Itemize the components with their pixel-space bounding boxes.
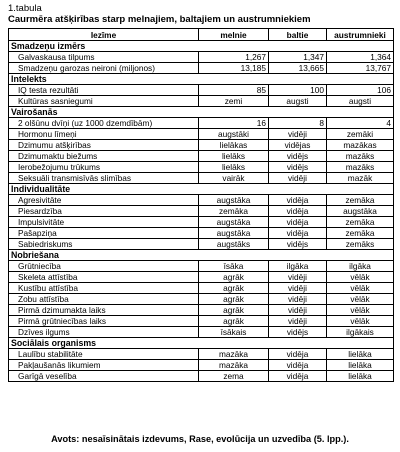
- table-row: [9, 217, 394, 228]
- value-east-asian: augstāka: [327, 206, 394, 217]
- section-row: [9, 74, 394, 85]
- section-heading: Individualitāte: [9, 184, 394, 195]
- value-east-asian: vēlāk: [327, 305, 394, 316]
- section-row: [9, 250, 394, 261]
- value-white: vidēji: [269, 272, 327, 283]
- table-row: [9, 206, 394, 217]
- value-east-asian: lielāka: [327, 360, 394, 371]
- value-white: vidēja: [269, 349, 327, 360]
- value-black: agrāk: [199, 316, 269, 327]
- value-east-asian: 106: [327, 85, 394, 96]
- value-black: zemi: [199, 96, 269, 107]
- section-row: [9, 107, 394, 118]
- value-black: augstāka: [199, 217, 269, 228]
- value-white: vidējs: [269, 162, 327, 173]
- value-black: agrāk: [199, 283, 269, 294]
- trait-label: Hormonu līmeņi: [9, 129, 199, 140]
- value-east-asian: mazākas: [327, 140, 394, 151]
- section-heading: Sociālais organisms: [9, 338, 394, 349]
- value-east-asian: vēlāk: [327, 294, 394, 305]
- section-heading: Vairošanās: [9, 107, 394, 118]
- table-row: [9, 63, 394, 74]
- section-heading: Smadzeņu izmērs: [9, 41, 394, 52]
- value-black: augstāka: [199, 228, 269, 239]
- value-black: lielāks: [199, 151, 269, 162]
- table-row: [9, 371, 394, 382]
- value-black: zema: [199, 371, 269, 382]
- table-row: [9, 118, 394, 129]
- value-black: mazāka: [199, 360, 269, 371]
- trait-label: Seksuāli transmisīvās slimības: [9, 173, 199, 184]
- value-east-asian: mazāks: [327, 162, 394, 173]
- trait-label: Piesardzība: [9, 206, 199, 217]
- trait-label: Kustību attīstība: [9, 283, 199, 294]
- section-row: [9, 41, 394, 52]
- table-row: [9, 305, 394, 316]
- table-row: [9, 151, 394, 162]
- value-white: vidēji: [269, 173, 327, 184]
- table-title: Caurmēra atšķirības starp melnajiem, baltajiem un austrumniekiem: [8, 14, 311, 25]
- trait-label: Grūtniecība: [9, 261, 199, 272]
- value-white: vidēja: [269, 206, 327, 217]
- value-east-asian: 1,364: [327, 52, 394, 63]
- value-white: vidēji: [269, 283, 327, 294]
- header-east-asian: austrumnieki: [327, 29, 394, 41]
- value-black: 85: [199, 85, 269, 96]
- value-white: vidēja: [269, 195, 327, 206]
- value-black: 1,267: [199, 52, 269, 63]
- value-east-asian: ilgāka: [327, 261, 394, 272]
- value-black: agrāk: [199, 272, 269, 283]
- trait-label: Pirmā grūtniecības laiks: [9, 316, 199, 327]
- table-row: [9, 360, 394, 371]
- trait-label: Galvaskausa tilpums: [9, 52, 199, 63]
- trait-label: Sabiedriskums: [9, 239, 199, 250]
- table-body: [9, 41, 394, 382]
- value-east-asian: lielāka: [327, 371, 394, 382]
- table-row: [9, 129, 394, 140]
- table-row: [9, 327, 394, 338]
- trait-label: Dzimumu atšķirības: [9, 140, 199, 151]
- value-white: vidēja: [269, 217, 327, 228]
- table-row: [9, 195, 394, 206]
- value-white: vidēja: [269, 228, 327, 239]
- comparison-table: [8, 28, 394, 382]
- value-white: vidēja: [269, 371, 327, 382]
- value-white: vidēja: [269, 360, 327, 371]
- value-white: 100: [269, 85, 327, 96]
- value-black: lielākas: [199, 140, 269, 151]
- table-row: [9, 349, 394, 360]
- value-white: vidēji: [269, 305, 327, 316]
- trait-label: Impulsivitāte: [9, 217, 199, 228]
- table-row: [9, 272, 394, 283]
- value-black: mazāka: [199, 349, 269, 360]
- value-white: 13,665: [269, 63, 327, 74]
- value-black: 16: [199, 118, 269, 129]
- trait-label: Smadzeņu garozas neironi (miljonos): [9, 63, 199, 74]
- table-row: [9, 96, 394, 107]
- value-black: augstāki: [199, 129, 269, 140]
- value-black: lielāks: [199, 162, 269, 173]
- value-white: augsti: [269, 96, 327, 107]
- value-east-asian: vēlāk: [327, 272, 394, 283]
- value-east-asian: vēlāk: [327, 283, 394, 294]
- table-row: [9, 228, 394, 239]
- value-east-asian: zemāks: [327, 239, 394, 250]
- source-note: Avots: nesaīsinātais izdevums, Rase, evolūcija un uzvedība (5. lpp.).: [51, 434, 349, 444]
- table-row: [9, 316, 394, 327]
- trait-label: Skeleta attīstība: [9, 272, 199, 283]
- trait-label: Agresivitāte: [9, 195, 199, 206]
- trait-label: Pakļaušanās likumiem: [9, 360, 199, 371]
- table-row: [9, 239, 394, 250]
- header-row: [9, 29, 394, 41]
- value-white: vidēji: [269, 129, 327, 140]
- value-east-asian: ilgākais: [327, 327, 394, 338]
- value-black: vairāk: [199, 173, 269, 184]
- header-white: baltie: [269, 29, 327, 41]
- table-row: [9, 140, 394, 151]
- value-white: 1,347: [269, 52, 327, 63]
- trait-label: Pašapziņa: [9, 228, 199, 239]
- value-east-asian: vēlāk: [327, 316, 394, 327]
- value-east-asian: 4: [327, 118, 394, 129]
- table-row: [9, 173, 394, 184]
- value-black: zemāka: [199, 206, 269, 217]
- value-white: vidējs: [269, 151, 327, 162]
- value-white: vidējas: [269, 140, 327, 151]
- section-heading: Intelekts: [9, 74, 394, 85]
- value-east-asian: zemāka: [327, 228, 394, 239]
- value-east-asian: zemāka: [327, 217, 394, 228]
- value-black: augstāka: [199, 195, 269, 206]
- trait-label: IQ testa rezultāti: [9, 85, 199, 96]
- trait-label: Garīgā veselība: [9, 371, 199, 382]
- value-black: agrāk: [199, 294, 269, 305]
- value-white: 8: [269, 118, 327, 129]
- trait-label: Laulību stabilitāte: [9, 349, 199, 360]
- table-row: [9, 261, 394, 272]
- trait-label: Ierobežojumu trūkums: [9, 162, 199, 173]
- value-east-asian: mazāk: [327, 173, 394, 184]
- value-east-asian: 13,767: [327, 63, 394, 74]
- value-white: vidēji: [269, 294, 327, 305]
- table-row: [9, 85, 394, 96]
- value-black: agrāk: [199, 305, 269, 316]
- value-east-asian: augsti: [327, 96, 394, 107]
- section-heading: Nobriešana: [9, 250, 394, 261]
- table-row: [9, 52, 394, 63]
- value-east-asian: zemāka: [327, 195, 394, 206]
- table-row: [9, 162, 394, 173]
- trait-label: Dzīves ilgums: [9, 327, 199, 338]
- value-white: vidēji: [269, 316, 327, 327]
- trait-label: Kultūras sasniegumi: [9, 96, 199, 107]
- table-row: [9, 294, 394, 305]
- value-black: īsāka: [199, 261, 269, 272]
- value-white: ilgāka: [269, 261, 327, 272]
- value-black: īsākais: [199, 327, 269, 338]
- table-row: [9, 283, 394, 294]
- trait-label: Zobu attīstība: [9, 294, 199, 305]
- trait-label: Pirmā dzimumakta laiks: [9, 305, 199, 316]
- header-trait: Iezīme: [9, 29, 199, 41]
- value-east-asian: lielāka: [327, 349, 394, 360]
- value-black: augstāks: [199, 239, 269, 250]
- value-white: vidējs: [269, 239, 327, 250]
- trait-label: 2 olšūnu dvīņi (uz 1000 dzemdībām): [9, 118, 199, 129]
- value-white: vidējs: [269, 327, 327, 338]
- section-row: [9, 184, 394, 195]
- value-black: 13,185: [199, 63, 269, 74]
- value-east-asian: zemāki: [327, 129, 394, 140]
- header-black: melnie: [199, 29, 269, 41]
- section-row: [9, 338, 394, 349]
- table-number: 1.tabula: [8, 3, 42, 14]
- trait-label: Dzimumaktu biežums: [9, 151, 199, 162]
- value-east-asian: mazāks: [327, 151, 394, 162]
